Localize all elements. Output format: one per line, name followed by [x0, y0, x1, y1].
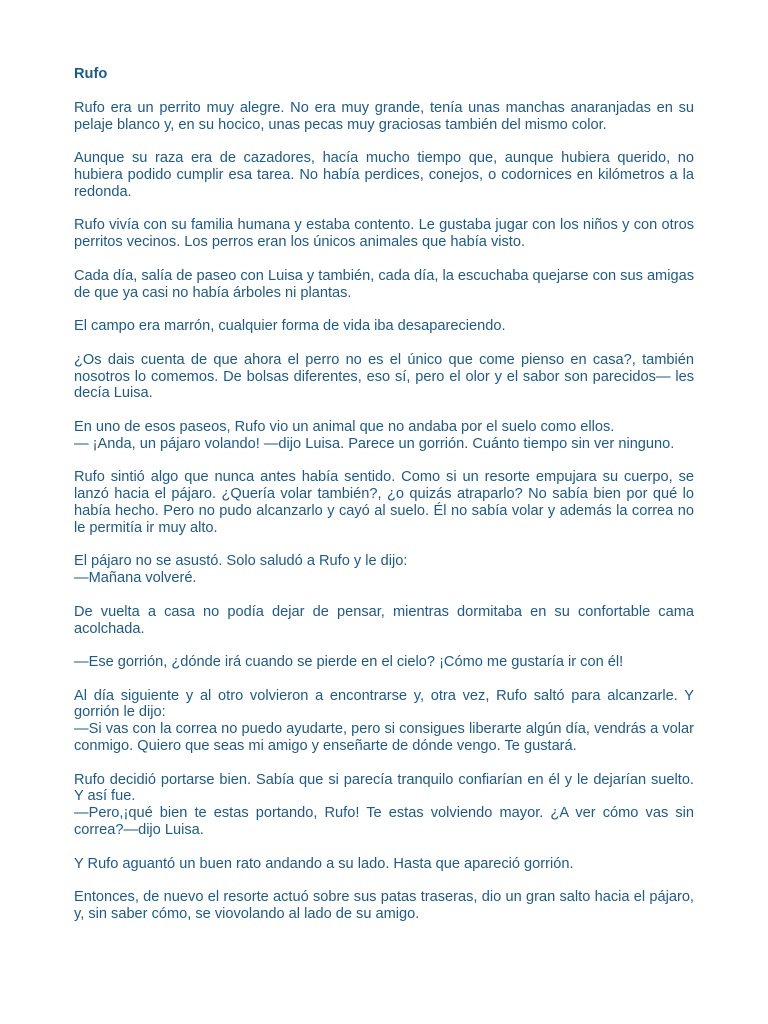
paragraph-line: — ¡Anda, un pájaro volando! —dijo Luisa. Parece un gorrión. Cuánto tiempo sin ver ninguno.: [74, 435, 675, 452]
paragraph-line: El pájaro no se asustó. Solo saludó a Rufo y le dijo:: [74, 553, 408, 570]
document-page: [74, 66, 694, 940]
paragraph-line: —Ese gorrión, ¿dónde irá cuando se pierde en el cielo? ¡Cómo me gustaría ir con él!: [74, 654, 624, 671]
story-title: Rufo: [74, 66, 108, 82]
paragraph-14: [74, 856, 694, 873]
paragraph-12: [74, 688, 694, 755]
paragraph-line: De vuelta a casa no podía dejar de pensar, mientras dormitaba en su confortable cama acolchada.: [74, 603, 694, 637]
paragraph-3: [74, 217, 694, 251]
paragraph-6: [74, 352, 694, 402]
paragraph-1: [74, 100, 694, 134]
paragraph-9: [74, 553, 694, 587]
paragraph-line: Rufo sintió algo que nunca antes había sentido. Como si un resorte empujara su cuerpo, se lanzó hacia el pájaro. ¿Quería volar también?, ¿o quizás atraparlo? No sabía bien por qué lo había hecho. Pero no pudo alcanzarlo y cayó al suelo. Él no sabía volar y además la correa no le permitía ir muy alto.: [74, 469, 694, 536]
paragraph-line: Rufo decidió portarse bien. Sabía que si parecía tranquilo confiarían en él y le dejarían suelto. Y así fue.: [74, 771, 694, 805]
paragraph-8: [74, 469, 694, 536]
paragraph-line: Entonces, de nuevo el resorte actuó sobre sus patas traseras, dio un gran salto hacia el pájaro, y, sin saber cómo, se viovolando al lado de su amigo.: [74, 889, 694, 923]
paragraph-line: Cada día, salía de paseo con Luisa y también, cada día, la escuchaba quejarse con sus amigas de que ya casi no había árboles ni plantas.: [74, 267, 694, 301]
paragraph-4: [74, 268, 694, 302]
paragraph-line: —Pero,¡qué bien te estas portando, Rufo! Te estas volviendo mayor. ¿A ver cómo vas sin correa?—dijo Luisa.: [74, 805, 694, 839]
paragraph-line: Rufo era un perrito muy alegre. No era muy grande, tenía unas manchas anaranjadas en su pelaje blanco y, en su hocico, unas pecas muy graciosas también del mismo color.: [74, 99, 694, 133]
paragraph-line: El campo era marrón, cualquier forma de vida iba desapareciendo.: [74, 318, 506, 335]
paragraph-line: Y Rufo aguantó un buen rato andando a su lado. Hasta que apareció gorrión.: [74, 855, 574, 872]
paragraph-10: [74, 604, 694, 638]
paragraph-line: ¿Os dais cuenta de que ahora el perro no es el único que come pienso en casa?, también nosotros lo comemos. De bolsas diferentes, eso sí, pero el olor y el sabor son parecidos— les decía Luisa.: [74, 351, 694, 402]
paragraph-line: Al día siguiente y al otro volvieron a encontrarse y, otra vez, Rufo saltó para alcanzarle. Y gorrión le dijo:: [74, 687, 694, 721]
paragraph-15: [74, 889, 694, 923]
paragraph-line: —Si vas con la correa no puedo ayudarte, pero si consigues liberarte algún día, vendrás a volar conmigo. Quiero que seas mi amigo y enseñarte de dónde vengo. Te gustará.: [74, 721, 694, 755]
paragraph-7: [74, 419, 694, 453]
paragraph-line: En uno de esos paseos, Rufo vio un animal que no andaba por el suelo como ellos.: [74, 418, 615, 435]
paragraph-line: Aunque su raza era de cazadores, hacía mucho tiempo que, aunque hubiera querido, no hubiera podido cumplir esa tarea. No había perdices, conejos, o codornices en kilómetros a la redonda.: [74, 150, 694, 200]
paragraph-line: Rufo vivía con su familia humana y estaba contento. Le gustaba jugar con los niños y con otros perritos vecinos. Los perros eran los únicos animales que había visto.: [74, 217, 694, 251]
paragraph-2: [74, 150, 694, 200]
paragraph-line: —Mañana volveré.: [74, 570, 197, 587]
paragraph-13: [74, 772, 694, 839]
paragraph-11: [74, 654, 694, 671]
paragraph-5: [74, 318, 694, 335]
